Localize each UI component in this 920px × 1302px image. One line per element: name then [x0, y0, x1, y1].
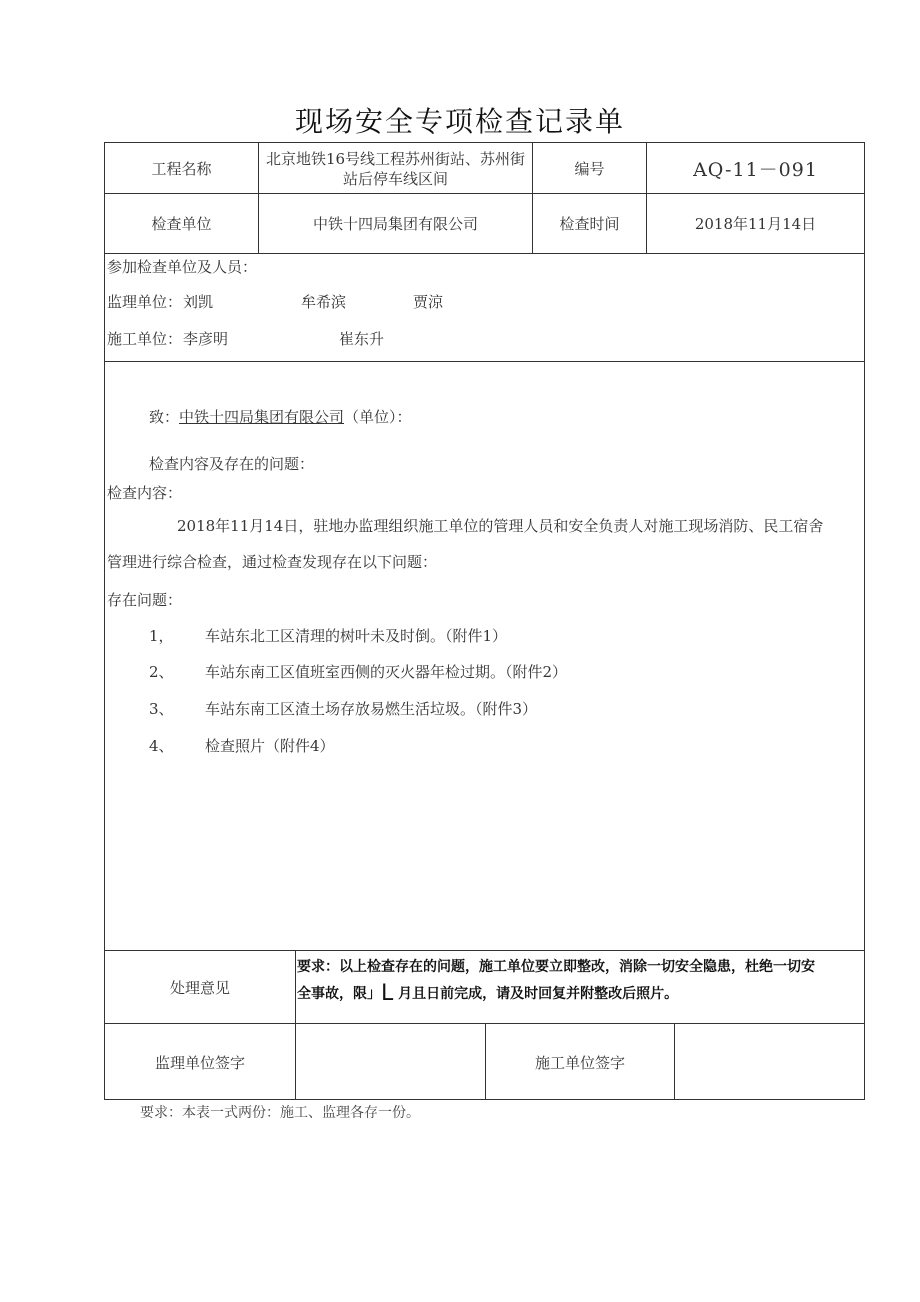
construction-unit-label: 施工单位： [107, 330, 183, 348]
supervision-person: 牟希滨 [301, 293, 347, 311]
row-divider [105, 253, 864, 254]
notice-to-prefix: 致： [149, 408, 180, 426]
issue-text: 检查照片（附件4） [205, 737, 335, 755]
supervision-signature-field[interactable] [296, 1024, 485, 1100]
footnote: 要求：本表一式两份：施工、监理各存一份。 [140, 1105, 420, 1121]
notice-to-suffix: （单位）： [344, 408, 412, 426]
number-value: AQ-11－091 [693, 158, 818, 181]
issue-number: 4、 [149, 737, 174, 755]
issue-number: 1， [149, 627, 174, 645]
supervision-person: 刘凯 [183, 293, 214, 311]
handling-text-part: L [381, 981, 394, 1006]
inspection-form [104, 142, 865, 1100]
issues-label: 存在问题： [107, 591, 183, 609]
section-heading: 检查内容及存在的问题： [149, 455, 315, 473]
issue-text: 车站东北工区清理的树叶未及时倒。（附件1） [205, 627, 508, 645]
content-line: 2018年11月14日，驻地办监理组织施工单位的管理人员和安全负责人对施工现场消防、民工宿舍 [177, 517, 824, 535]
construction-person: 李彦明 [183, 330, 229, 348]
handling-label: 处理意见 [169, 978, 230, 997]
construction-signature-field[interactable] [675, 1024, 864, 1100]
issue-text: 车站东南工区值班室西侧的灭火器年检过期。（附件2） [205, 663, 568, 681]
content-label: 检查内容： [107, 484, 183, 502]
issue-text: 车站东南工区渣土场存放易燃生活垃圾。（附件3） [205, 700, 538, 718]
supervision-person: 贾涼 [413, 293, 444, 311]
handling-text-part: 全事故，限」 [297, 986, 381, 1002]
inspection-unit-label: 检查单位 [151, 215, 212, 233]
page-title: 现场安全专项检查记录单 [294, 105, 625, 138]
construction-signature-label: 施工单位签字 [534, 1053, 625, 1072]
inspection-time-label: 检查时间 [559, 215, 620, 233]
notice-recipient-line [149, 406, 412, 427]
issue-number: 3、 [149, 700, 174, 718]
project-name-value: 北京地铁16号线工程苏州街站、苏州街站后停车线区间 [265, 150, 526, 188]
construction-person: 崔东升 [339, 330, 385, 348]
handling-text-line [297, 981, 678, 1006]
inspection-time-value: 2018年11月14日 [694, 215, 817, 233]
issue-number: 2、 [149, 663, 174, 681]
handling-text-line: 要求：以上检查存在的问题，施工单位要立即整改，消除一切安全隐患，杜绝一切安 [297, 959, 815, 975]
row-divider [105, 361, 864, 362]
supervision-unit-label: 监理单位： [107, 293, 183, 311]
number-label: 编号 [574, 159, 605, 178]
notice-to-unit: 中铁十四局集团有限公司 [179, 408, 345, 426]
project-name-label: 工程名称 [151, 159, 212, 178]
content-line: 管理进行综合检查，通过检查发现存在以下问题： [107, 553, 438, 571]
handling-text-part: 月且日前完成，请及时回复并附整改后照片。 [393, 986, 679, 1002]
participants-heading: 参加检查单位及人员： [107, 258, 258, 276]
supervision-signature-label: 监理单位签字 [154, 1053, 245, 1072]
inspection-unit-value: 中铁十四局集团有限公司 [312, 215, 478, 233]
